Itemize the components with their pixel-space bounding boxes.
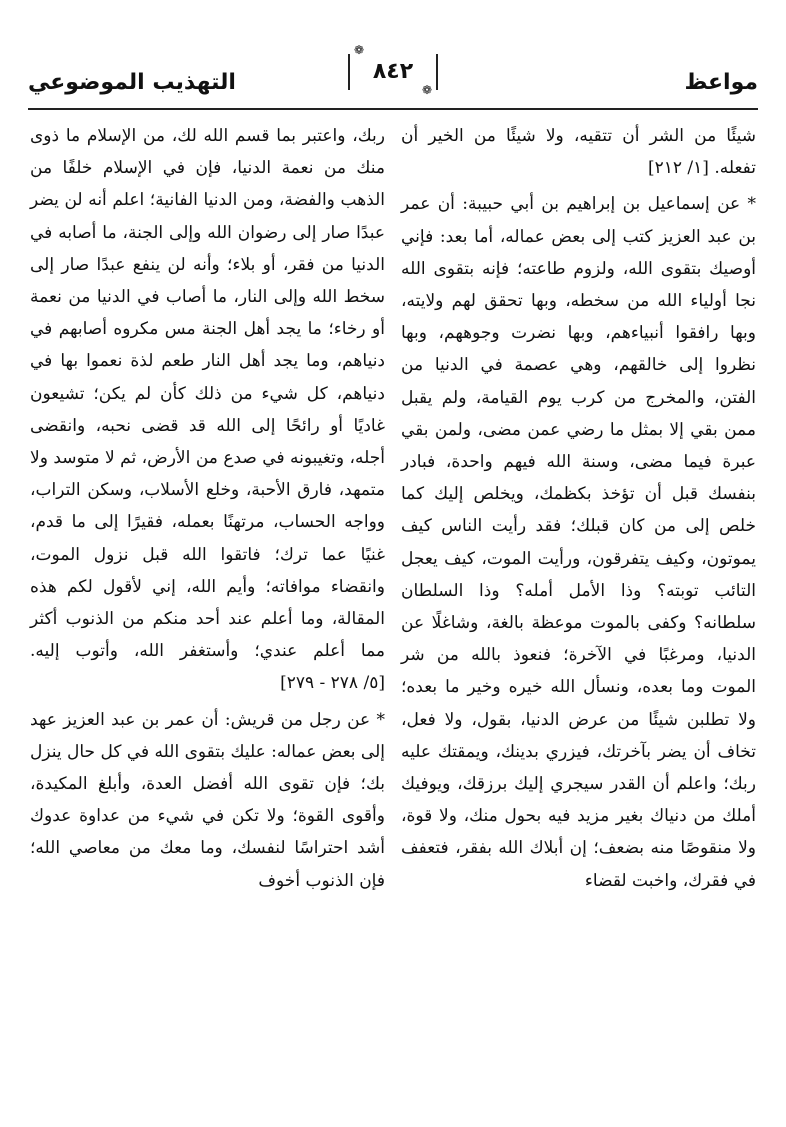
header-divider [28,108,758,110]
citation: [٥/ ٢٧٨ - ٢٧٩] [280,673,385,694]
page-number-box [348,43,438,97]
book-title: التهذيب الموضوعي [28,70,236,95]
right-column [401,120,756,897]
ornament-icon: ❁ [354,43,365,57]
paragraph [30,120,385,700]
section-title: مواعظ [684,70,758,95]
ornament-icon: ❁ [421,83,432,97]
page-number: ٨٤٢ [372,59,414,84]
left-column [30,120,385,897]
page-header [28,43,758,108]
paragraph [401,120,756,184]
paragraph-text: ربك، واعتبر بما قسم الله لك، من الإسلام ما ذوى منك من نعمة الدنيا، فإن في الإسلام خلفًا من الذهب والفضة، ومن الدنيا الفانية؛ اعلم أنه لن يضر عبدًا صار إلى رضوان الله وإلى الجنة، ما أصابه في الدنيا من فقر، أو بلاء؛ وأنه لن ينفع عبدًا صار إلى سخط الله وإلى النار، ما أصاب في الدنيا من نعمة أو رخاء؛ ما يجد أهل الجنة مس مكروه أصابهم في دنياهم، وما يجد أهل النار طعم لذة نعموا بها في دنياهم، كل شيء من ذلك كأن لم يكن؛ تشيعون غاديًا أو رائحًا إلى الله قد قضى نحبه، وانقضى أجله، وتغيبونه في صدع من الأرض، ثم لا متوسد ولا متمهد، فارق الأحبة، وخلع الأسلاب، وسكن التراب، وواجه الحساب، مرتهنًا بعمله، فقيرًا إلى ما قدم، غنيًا عما ترك؛ فاتقوا الله قبل نزول الموت، وانقضاء موافاته؛ وأيم الله، إني لأقول لكم هذه المقالة، وما أعلم عند أحد منكم من الذنوب أكثر مما أعلم عندي؛ وأستغفر الله، وأتوب إليه. [30,126,385,662]
paragraph: * عن إسماعيل بن إبراهيم بن أبي حبيبة: أن عمر بن عبد العزيز كتب إلى بعض عماله، أما بعد: فإني أوصيك بتقوى الله، ولزوم طاعته؛ فإنه بتقوى الله نجا أولياء الله من سخطه، وبها تحقق لهم ولايته، وبها رافقوا أنبياءهم، وبها نضرت وجوههم، وبها نظروا إلى خالقهم، وهي عصمة في الدنيا من الفتن، والمخرج من كرب يوم القيامة، ولم يقبل ممن بقي إلا بمثل ما رضي عمن مضى، ولمن بقي عبرة فيما مضى، وسنة الله فيهم واحدة، فبادر بنفسك قبل أن تؤخذ بكظمك، ويخلص إليك كما خلص إلى من كان قبلك؛ فقد رأيت الناس كيف يموتون، وكيف يتفرقون، ورأيت الموت، كيف يعجل التائب توبته؟ وذا الأمل أمله؟ وذا السلطان سلطانه؟ وكفى بالموت موعظة بالغة، وشاغلًا عن الدنيا، ومرغبًا في الآخرة؛ فنعوذ بالله من شر الموت وما بعده، ونسأل الله خيره وخير ما بعده؛ ولا تطلبن شيئًا من عرض الدنيا، بقول، ولا فعل، تخاف أن يضر بآخرتك، فيزري بدينك، ويمقتك عليه ربك؛ واعلم أن القدر سيجري إليك برزقك، ويوفيك أملك من دنياك بغير مزيد فيه بحول منك، ولا قوة، ولا منقوصًا منه بضعف؛ إن أبلاك الله بفقر، فتعفف في فقرك، واخبت لقضاء [401,194,756,891]
citation: [١/ ٢١٢] [647,158,709,179]
paragraph-text: شيئًا من الشر أن تتقيه، ولا شيئًا من الخير أن تفعله. [401,126,756,179]
paragraph: * عن رجل من قريش: أن عمر بن عبد العزيز عهد إلى بعض عماله: عليك بتقوى الله في كل حال ينزل بك؛ فإن تقوى الله أفضل العدة، وأبلغ المكيدة، وأقوى القوة؛ ولا تكن في شيء من عداوة عدوك أشد احتراسًا لنفسك، وما معك من معاصي الله؛ فإن الذنوب أخوف [30,709,385,891]
